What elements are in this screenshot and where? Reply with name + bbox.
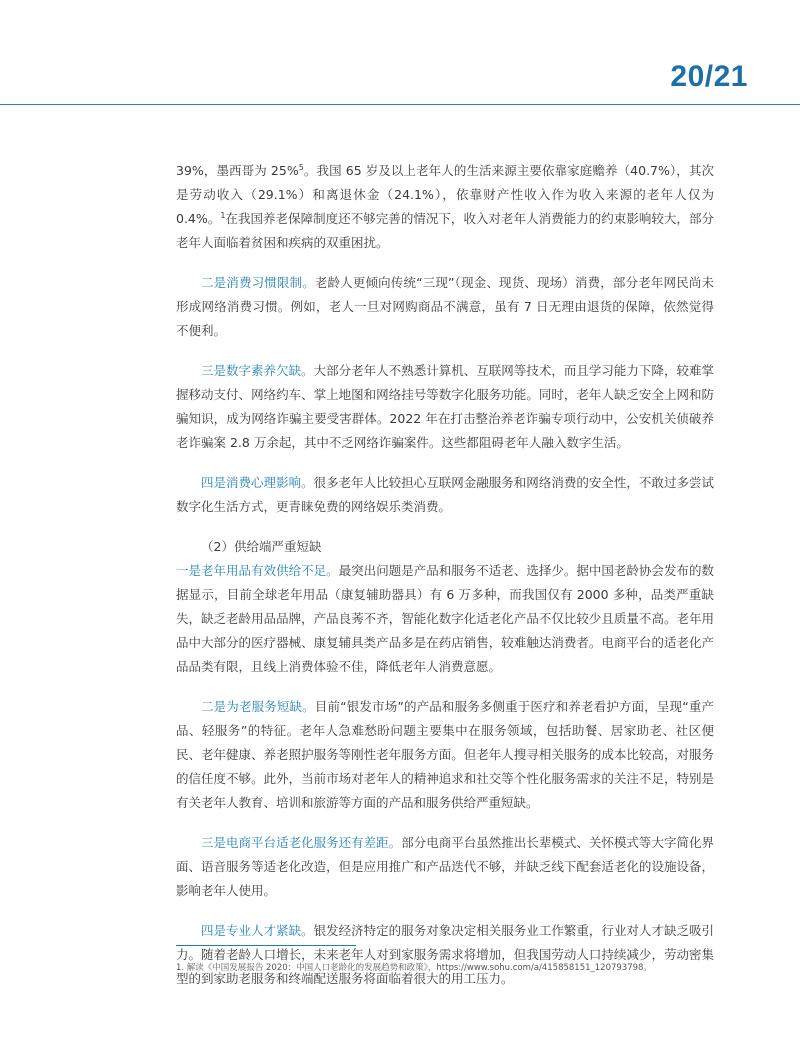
footnote-divider [176,945,356,946]
paragraph-income: 39%，墨西哥为 25%$^5$。我国 65 岁及以上老年人的生活来源主要依靠家庭赡养（40.7%），其次是劳动收入（29.1%）和离退休金（24.1%），依靠财产性收入作为收入来源的老年人仅为 0.4%。$^1$在我国养老保障制度还不够完善的情况下，收入对老年人消费能力的约束影响较大，部分老年人面临着贫困和疾病的双重困扰。 [176,162,714,250]
paragraph-talent: 四是专业人才紧缺。银发经济特定的服务对象决定相关服务业工作繁重，行业对人才缺乏吸引力。随着老龄人口增长，未来老年人对到家服务需求将增加，但我国劳动人口持续减少，劳动密集型的到家助老服务和终端配送服务将面临着很大的用工压力。 [176,923,714,986]
lead-phrase: 二是为老服务短缺。 [201,699,315,714]
section-subheading: （2）供给端严重短缺 [201,539,322,554]
paragraph-ecommerce: 三是电商平台适老化服务还有差距。部分电商平台虽然推出长辈模式、关怀模式等大字简化界面、语音服务等适老化改造，但是应用推广和产品迭代不够，并缺乏线下配套适老化的设施设备，影响老年人使用。 [176,835,714,898]
page-number: 20/21 [670,60,748,93]
footnote-ref: 1 [220,210,226,220]
lead-phrase: 三是数字素养欠缺。 [201,363,314,378]
lead-phrase: 四是消费心理影响。 [201,475,314,490]
lead-phrase: 四是专业人才紧缺。 [201,923,314,938]
lead-phrase: 一是老年用品有效供给不足。 [176,563,339,578]
paragraph-elderly-services: 二是为老服务短缺。目前“银发市场”的产品和服务多侧重于医疗和养老看护方面，呈现“重产品、轻服务”的特征。老年人急难愁盼问题主要集中在服务领域，包括助餐、居家助老、社区便民、老年健康、养老照护服务等刚性老年服务方面。但老年人搜寻相关服务的成本比较高，对服务的信任度不够。此外，当前市场对老年人的精神追求和社交等个性化服务需求的关注不足，特别是有关老年人教育、培训和旅游等方面的产品和服务供给严重短缺。 [176,699,714,810]
header-divider [0,104,800,105]
footnote: 1. 解读《中国发展报告 2020：中国人口老龄化的发展趋势和政策》，https://www.sohu.com/a/415858151_120793798。 [176,963,652,973]
footnote-ref: 5 [298,162,304,172]
article-body [176,159,714,1007]
paragraph-consumer-psychology: 四是消费心理影响。很多老年人比较担心互联网金融服务和网络消费的安全性，不敢过多尝试数字化生活方式，更青睐免费的网络娱乐类消费。 [176,475,714,514]
paragraph-elderly-products: 一是老年用品有效供给不足。最突出问题是产品和服务不适老、选择少。据中国老龄协会发布的数据显示，目前全球老年用品（康复辅助器具）有 6 万多种，而我国仅有 2000 多种，品类严重缺失，缺乏老龄用品品牌，产品良莠不齐，智能化数字化适老化产品不仅比较少且质量不高。老年用品中大部分的医疗器械、康复辅具类产品多是在药店销售，较难触达消费者。电商平台的适老化产品品类有限，且线上消费体验不佳，降低老年人消费意愿。 [176,563,714,674]
lead-phrase: 三是电商平台适老化服务还有差距。 [201,835,402,850]
paragraph-digital-literacy: 三是数字素养欠缺。大部分老年人不熟悉计算机、互联网等技术，而且学习能力下降，较难掌握移动支付、网络约车、掌上地图和网络挂号等数字化服务功能。同时，老年人缺乏安全上网和防骗知识，成为网络诈骗主要受害群体。2022 年在打击整治养老诈骗专项行动中，公安机关侦破养老诈骗案 2.8 万余起，其中不乏网络诈骗案件。这些都阻碍老年人融入数字生活。 [176,363,714,450]
paragraph-consumption-habit: 二是消费习惯限制。老龄人更倾向传统“三现”（现金、现货、现场）消费，部分老年网民尚未形成网络消费习惯。例如，老人一旦对网购商品不满意，虽有 7 日无理由退货的保障，依然觉得不便利。 [176,275,714,338]
lead-phrase: 二是消费习惯限制。 [201,275,315,290]
